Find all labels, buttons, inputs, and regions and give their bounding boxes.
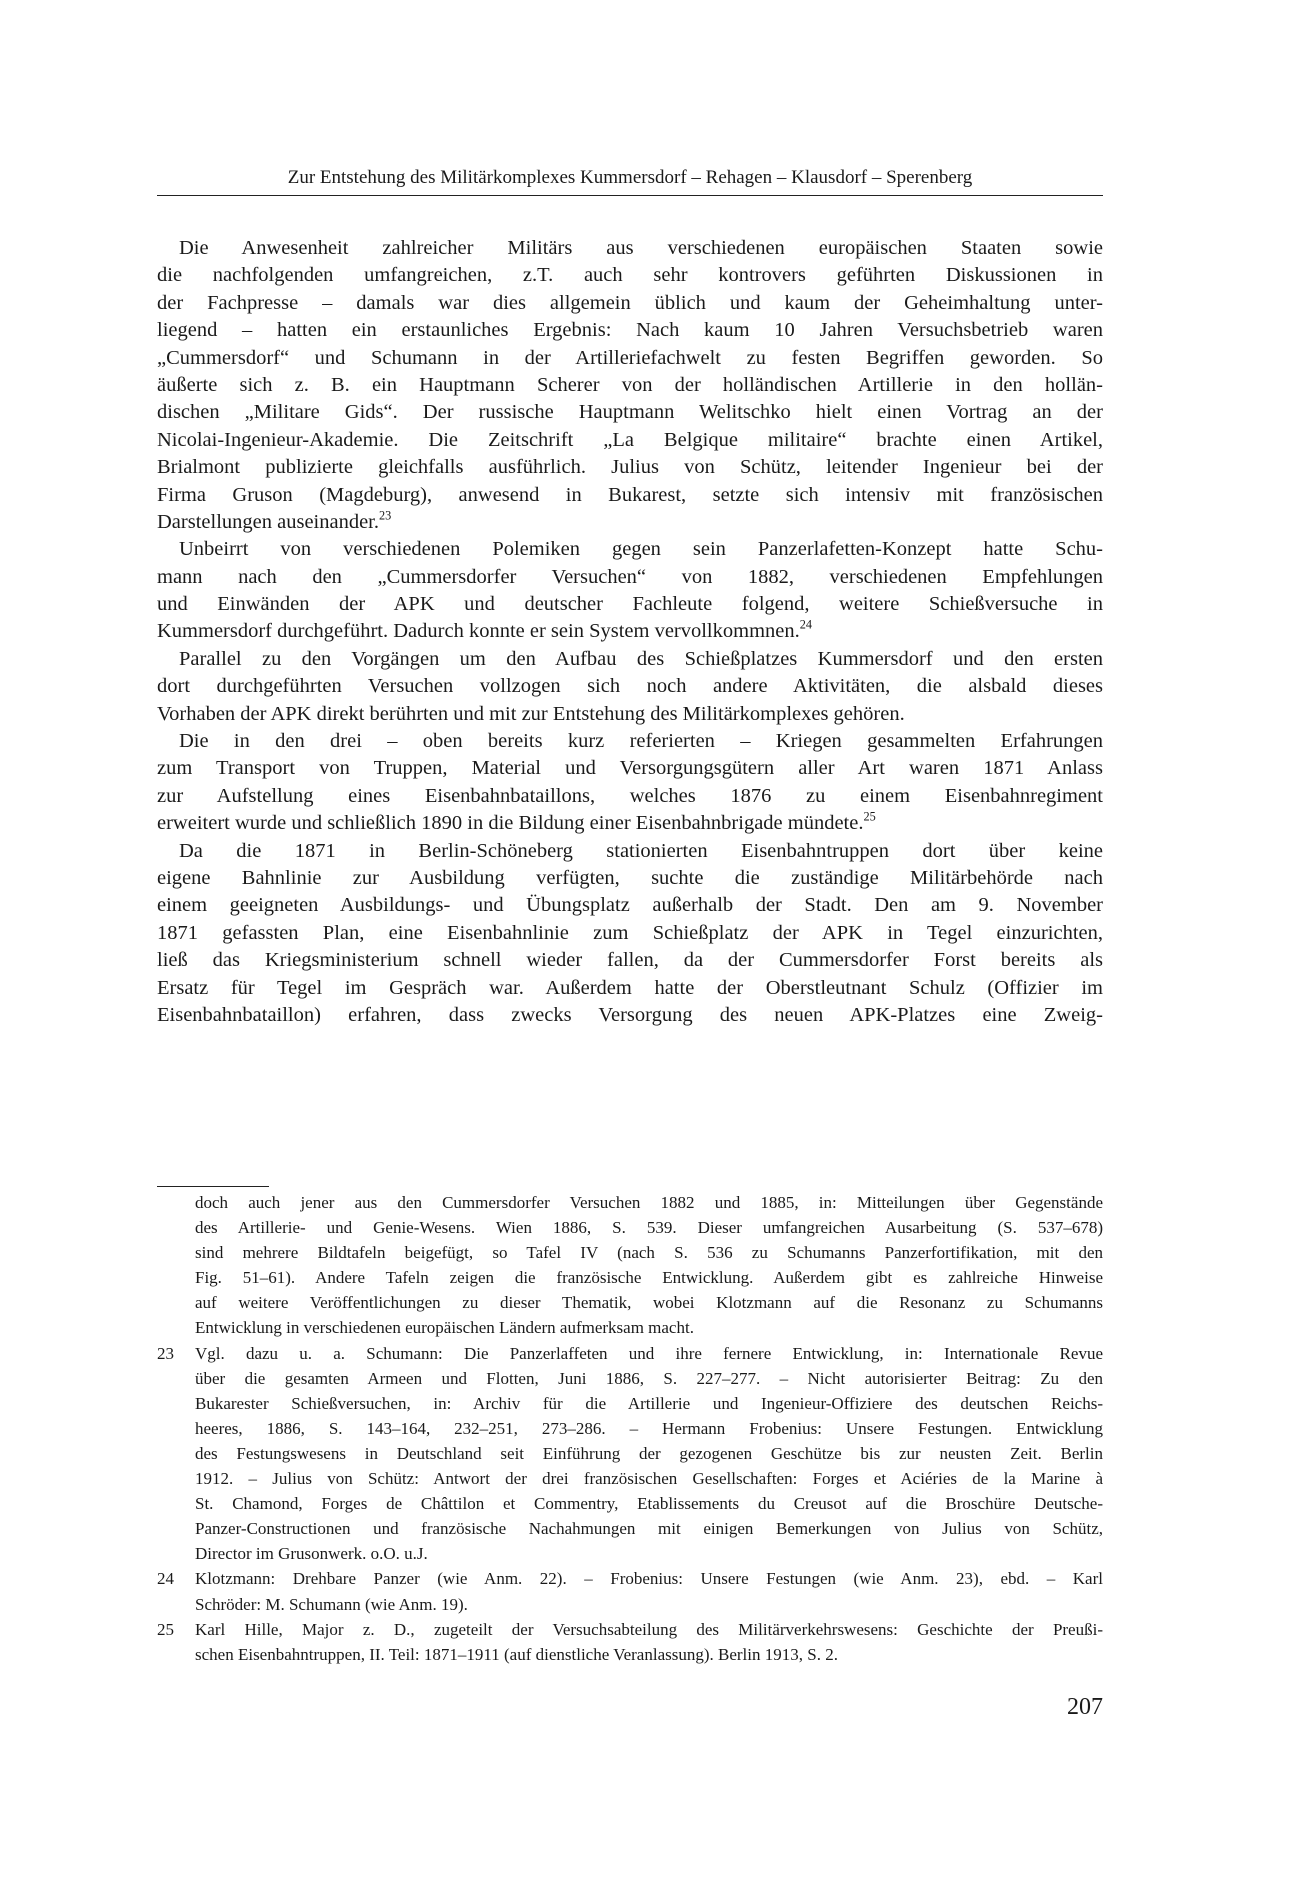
text-line bbox=[157, 783, 1103, 810]
text-line bbox=[157, 427, 1103, 454]
footnote-line: des Festungswesens in Deutschland seit Einführung der gezogenen Geschütze bis zur neusten Zeit. Berlin bbox=[195, 1443, 1103, 1463]
text-line bbox=[157, 345, 1103, 372]
footnote-line: Entwicklung in verschiedenen europäischen Ländern aufmerksam macht. bbox=[195, 1318, 694, 1338]
text-line bbox=[157, 646, 1103, 673]
text-line bbox=[157, 838, 1103, 865]
footnote-line: Vgl. dazu u. a. Schumann: Die Panzerlaffeten und ihre fernere Entwicklung, in: Internationale Revue bbox=[195, 1343, 1103, 1363]
line-text: Eisenbahnbataillon) erfahren, dass zwecks Versorgung des neuen APK-Platzes eine Zweig- bbox=[157, 1003, 1103, 1026]
footnote-line: Director im Grusonwerk. o.O. u.J. bbox=[195, 1544, 428, 1564]
line-text: Unbeirrt von verschiedenen Polemiken gegen sein Panzerlafetten-Konzept hatte Schu- bbox=[179, 538, 1103, 561]
line-text: Die Anwesenheit zahlreicher Militärs aus verschiedenen europäischen Staaten sowie bbox=[179, 237, 1103, 259]
text-line bbox=[157, 673, 1103, 700]
footnote-line: 1912. – Julius von Schütz: Antwort der drei französischen Gesellschaften: Forges et Aciéries de la Marine à bbox=[195, 1469, 1103, 1489]
footnote-line: über die gesamten Armeen und Flotten, Juni 1886, S. 227–277. – Nicht autorisierter Beitrag: Zu den bbox=[195, 1368, 1103, 1388]
footnote-line: doch auch jener aus den Cummersdorfer Versuchen 1882 und 1885, in: Mitteilungen über Gegenstände bbox=[195, 1193, 1103, 1212]
line-text: einem geeigneten Ausbildungs- und Übungsplatz außerhalb der Stadt. Den am 9. November bbox=[157, 894, 1103, 917]
footnote-line: Fig. 51–61). Andere Tafeln zeigen die französische Entwicklung. Außerdem gibt es zahlreiche Hinweise bbox=[195, 1268, 1103, 1288]
line-text: Brialmont publizierte gleichfalls ausführlich. Julius von Schütz, leitender Ingenieur bei der bbox=[157, 456, 1103, 479]
text-line bbox=[157, 618, 1103, 645]
line-text: der Fachpresse – damals war dies allgemein üblich und kaum der Geheimhaltung unter- bbox=[157, 291, 1103, 314]
line-text: „Cummersdorf“ und Schumann in der Artilleriefachwelt zu festen Begriffen geworden. So bbox=[157, 346, 1103, 369]
text-line bbox=[157, 482, 1103, 509]
paragraph bbox=[157, 536, 1103, 646]
footnote-line: Schröder: M. Schumann (wie Anm. 19). bbox=[195, 1594, 468, 1614]
footnote-reference[interactable]: 25 bbox=[863, 810, 876, 824]
paragraph bbox=[157, 838, 1103, 1030]
text-line bbox=[157, 1002, 1103, 1029]
footnote bbox=[157, 1341, 1103, 1567]
footnote-number: 25 bbox=[157, 1619, 174, 1639]
text-line bbox=[157, 947, 1103, 974]
line-text: ließ das Kriegsministerium schnell wieder fallen, da der Cummersdorfer Forst bereits als bbox=[157, 949, 1103, 972]
line-text: Firma Gruson (Magdeburg), anwesend in Bukarest, setzte sich intensiv mit französischen bbox=[157, 483, 1103, 506]
footnote-number: 23 bbox=[157, 1343, 174, 1363]
text-line bbox=[157, 290, 1103, 317]
footnote-line: Klotzmann: Drehbare Panzer (wie Anm. 22). – Frobenius: Unsere Festungen (wie Anm. 23), ebd. – Karl bbox=[195, 1569, 1103, 1589]
footnote-line: des Artillerie- und Genie-Wesens. Wien 1886, S. 539. Dieser umfangreichen Ausarbeitung (S. 537–678) bbox=[195, 1218, 1103, 1238]
line-text: Parallel zu den Vorgängen um den Aufbau des Schießplatzes Kummersdorf und den ersten bbox=[179, 647, 1103, 670]
body-text bbox=[157, 235, 1103, 1029]
line-text: eigene Bahnlinie zur Ausbildung verfügten, suchte die zuständige Militärbehörde nach bbox=[157, 866, 1103, 889]
paragraph bbox=[157, 646, 1103, 728]
line-text: zur Aufstellung eines Eisenbahnbataillons, welches 1876 zu einem Eisenbahnregiment bbox=[157, 784, 1103, 807]
text-line bbox=[157, 509, 1103, 536]
text-line bbox=[157, 564, 1103, 591]
running-header: Zur Entstehung des Militärkomplexes Kummersdorf – Rehagen – Klausdorf – Sperenberg bbox=[287, 167, 973, 188]
footnote-line: schen Eisenbahntruppen, II. Teil: 1871–1911 (auf dienstliche Veranlassung). Berlin 1913, S. 2. bbox=[195, 1644, 838, 1664]
line-text: Darstellungen auseinander. bbox=[157, 510, 380, 533]
footnote-line: St. Chamond, Forges de Châttilon et Commentry, Etablissements du Creusot auf die Broschüre Deutsche- bbox=[195, 1494, 1103, 1514]
line-text: äußerte sich z. B. ein Hauptmann Scherer von der holländischen Artillerie in den hollän- bbox=[157, 373, 1103, 396]
line-text: und Einwänden der APK und deutscher Fachleute folgend, weitere Schießversuche in bbox=[157, 593, 1103, 616]
line-text: zum Transport von Truppen, Material und Versorgungsgütern aller Art waren 1871 Anlass bbox=[157, 757, 1103, 780]
line-text: dischen „Militare Gids“. Der russische Hauptmann Welitschko hielt einen Vortrag an der bbox=[157, 401, 1103, 424]
text-line bbox=[157, 975, 1103, 1002]
footnote-number: 24 bbox=[157, 1569, 174, 1589]
line-text: mann nach den „Cummersdorfer Versuchen“ von 1882, verschiedenen Empfehlungen bbox=[157, 565, 1103, 588]
line-text: Nicolai-Ingenieur-Akademie. Die Zeitschrift „La Belgique militaire“ brachte einen Artikel, bbox=[157, 428, 1103, 451]
paragraph bbox=[157, 235, 1103, 536]
text-line bbox=[157, 865, 1103, 892]
text-line bbox=[157, 728, 1103, 755]
line-text: dort durchgeführten Versuchen vollzogen sich noch andere Aktivitäten, die alsbald dieses bbox=[157, 675, 1103, 698]
text-line bbox=[157, 755, 1103, 782]
text-line bbox=[157, 920, 1103, 947]
text-line bbox=[157, 701, 1103, 728]
footnote-line: sind mehrere Bildtafeln beigefügt, so Tafel IV (nach S. 536 zu Schumanns Panzerfortifikation, mit den bbox=[195, 1243, 1103, 1263]
footnote-reference[interactable]: 23 bbox=[379, 508, 392, 523]
text-line bbox=[157, 372, 1103, 399]
text-line bbox=[157, 810, 1103, 837]
line-text: Da die 1871 in Berlin-Schöneberg stationierten Eisenbahntruppen dort über keine bbox=[179, 839, 1103, 862]
paragraph bbox=[157, 728, 1103, 838]
footnote-line: auf weitere Veröffentlichungen zu dieser Thematik, wobei Klotzmann auf die Resonanz zu Schumanns bbox=[195, 1293, 1103, 1313]
footnote bbox=[157, 1190, 1103, 1341]
footnote-line: Panzer-Constructionen und französische Nachahmungen mit einigen Bemerkungen von Julius von Schütz, bbox=[195, 1519, 1103, 1539]
text-line bbox=[157, 317, 1103, 344]
line-text: Ersatz für Tegel im Gespräch war. Außerdem hatte der Oberstleutnant Schulz (Offizier im bbox=[157, 976, 1103, 999]
text-line bbox=[157, 262, 1103, 289]
footnote-separator bbox=[157, 1186, 269, 1187]
line-text: erweitert wurde und schließlich 1890 in die Bildung einer Eisenbahnbrigade mündete. bbox=[157, 812, 864, 835]
page-number: 207 bbox=[1067, 1694, 1103, 1720]
text-line bbox=[157, 536, 1103, 563]
footnote bbox=[157, 1617, 1103, 1667]
text-line bbox=[157, 591, 1103, 618]
footnote-line: Karl Hille, Major z. D., zugeteilt der Versuchsabteilung des Militärverkehrswesens: Geschichte der Preußi- bbox=[195, 1619, 1103, 1639]
text-line bbox=[157, 235, 1103, 262]
line-text: Die in den drei – oben bereits kurz referierten – Kriegen gesammelten Erfahrungen bbox=[179, 730, 1103, 753]
header-rule bbox=[157, 195, 1103, 196]
line-text: 1871 gefassten Plan, eine Eisenbahnlinie zum Schießplatz der APK in Tegel einzurichten, bbox=[157, 921, 1103, 944]
line-text: Kummersdorf durchgeführt. Dadurch konnte er sein System vervollkommnen. bbox=[157, 620, 800, 643]
footnote-line: Bukarester Schießversuchen, in: Archiv für die Artillerie und Ingenieur-Offiziere des deutschen Reichs- bbox=[195, 1393, 1103, 1413]
footnote-line: heeres, 1886, S. 143–164, 232–251, 273–286. – Hermann Frobenius: Unsere Festungen. Entwicklung bbox=[195, 1418, 1103, 1438]
line-text: liegend – hatten ein erstaunliches Ergebnis: Nach kaum 10 Jahren Versuchsbetrieb waren bbox=[157, 319, 1103, 342]
line-text: Vorhaben der APK direkt berührten und mit zur Entstehung des Militärkomplexes gehören. bbox=[157, 702, 905, 725]
line-text: die nachfolgenden umfangreichen, z.T. auch sehr kontrovers geführten Diskussionen in bbox=[157, 264, 1103, 287]
footnote-reference[interactable]: 24 bbox=[799, 618, 813, 632]
footnote bbox=[157, 1566, 1103, 1616]
footnotes bbox=[157, 1190, 1103, 1667]
text-line bbox=[157, 399, 1103, 426]
text-line bbox=[157, 454, 1103, 481]
text-line bbox=[157, 892, 1103, 919]
